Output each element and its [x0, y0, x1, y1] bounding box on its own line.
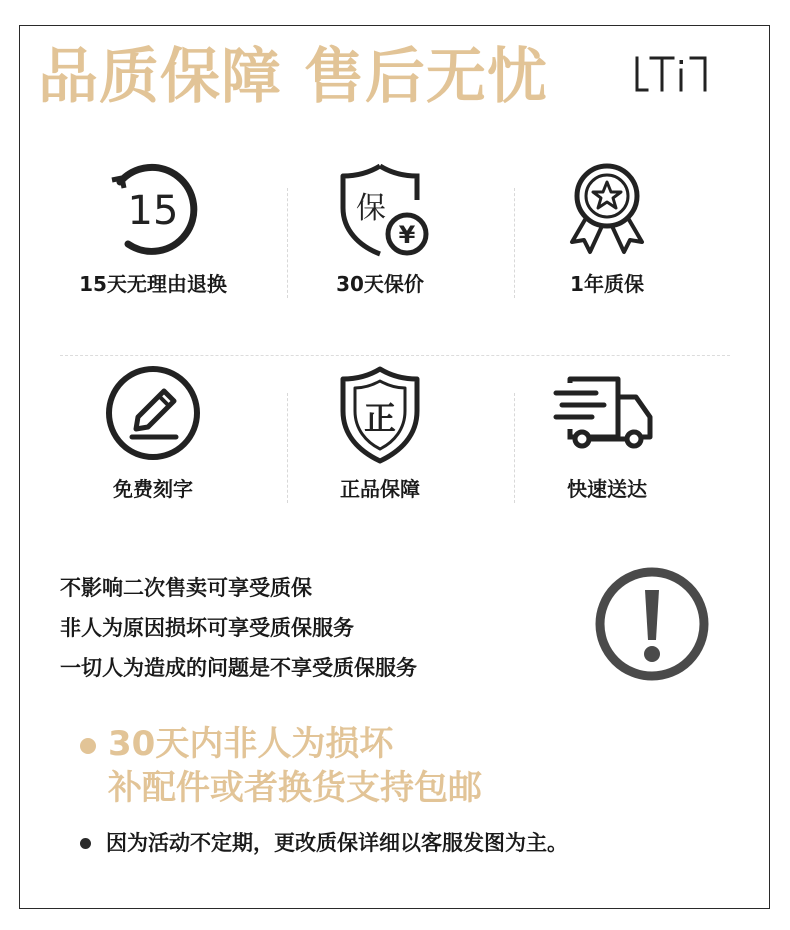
genuine-shield-icon	[325, 365, 435, 465]
fifteen-day-return-icon	[98, 160, 208, 260]
feature-warranty	[494, 160, 720, 320]
page-title: 品质保障 售后无忧	[38, 42, 548, 112]
feature-row-2	[40, 365, 720, 525]
warranty-medal-icon	[552, 160, 662, 260]
price-protection-shield-icon	[325, 160, 435, 260]
note-line: 不影响二次售卖可享受质保	[60, 576, 312, 600]
feature-return	[40, 160, 266, 320]
svg-text:保: 保	[356, 191, 386, 226]
promo-line-2: 补配件或者换货支持包邮	[108, 768, 482, 808]
engraving-pen-icon	[98, 365, 208, 465]
note-line: 非人为原因损坏可享受质保服务	[60, 616, 354, 640]
feature-delivery	[494, 365, 720, 525]
warning-icon	[594, 566, 710, 682]
feature-engraving	[40, 365, 266, 525]
feature-label: 正品保障	[340, 477, 420, 501]
feature-label: 15天无理由退换	[79, 272, 227, 296]
feature-row-1	[40, 160, 720, 320]
feature-label: 快速送达	[567, 477, 647, 501]
svg-text:¥: ¥	[398, 221, 416, 249]
horizontal-divider	[60, 355, 730, 356]
feature-price-protection	[267, 160, 493, 320]
warranty-notes	[60, 568, 417, 688]
delivery-truck-icon	[552, 365, 662, 465]
bullet-dot	[80, 838, 91, 849]
svg-text:15: 15	[127, 188, 179, 234]
svg-text:LTi: LTi	[633, 52, 635, 53]
feature-label: 免费刻字	[113, 477, 193, 501]
feature-label: 1年质保	[570, 272, 644, 296]
note-line: 一切人为造成的问题是不享受质保服务	[60, 656, 417, 680]
promo-line-1: 30天内非人为损坏	[108, 724, 394, 764]
brand-logo	[633, 52, 713, 96]
svg-text:正: 正	[363, 399, 397, 437]
footer-text: 因为活动不定期，更改质保详细以客服发图为主。	[106, 831, 568, 855]
bullet-dot	[80, 738, 96, 754]
feature-genuine	[267, 365, 493, 525]
feature-label: 30天保价	[336, 272, 424, 296]
